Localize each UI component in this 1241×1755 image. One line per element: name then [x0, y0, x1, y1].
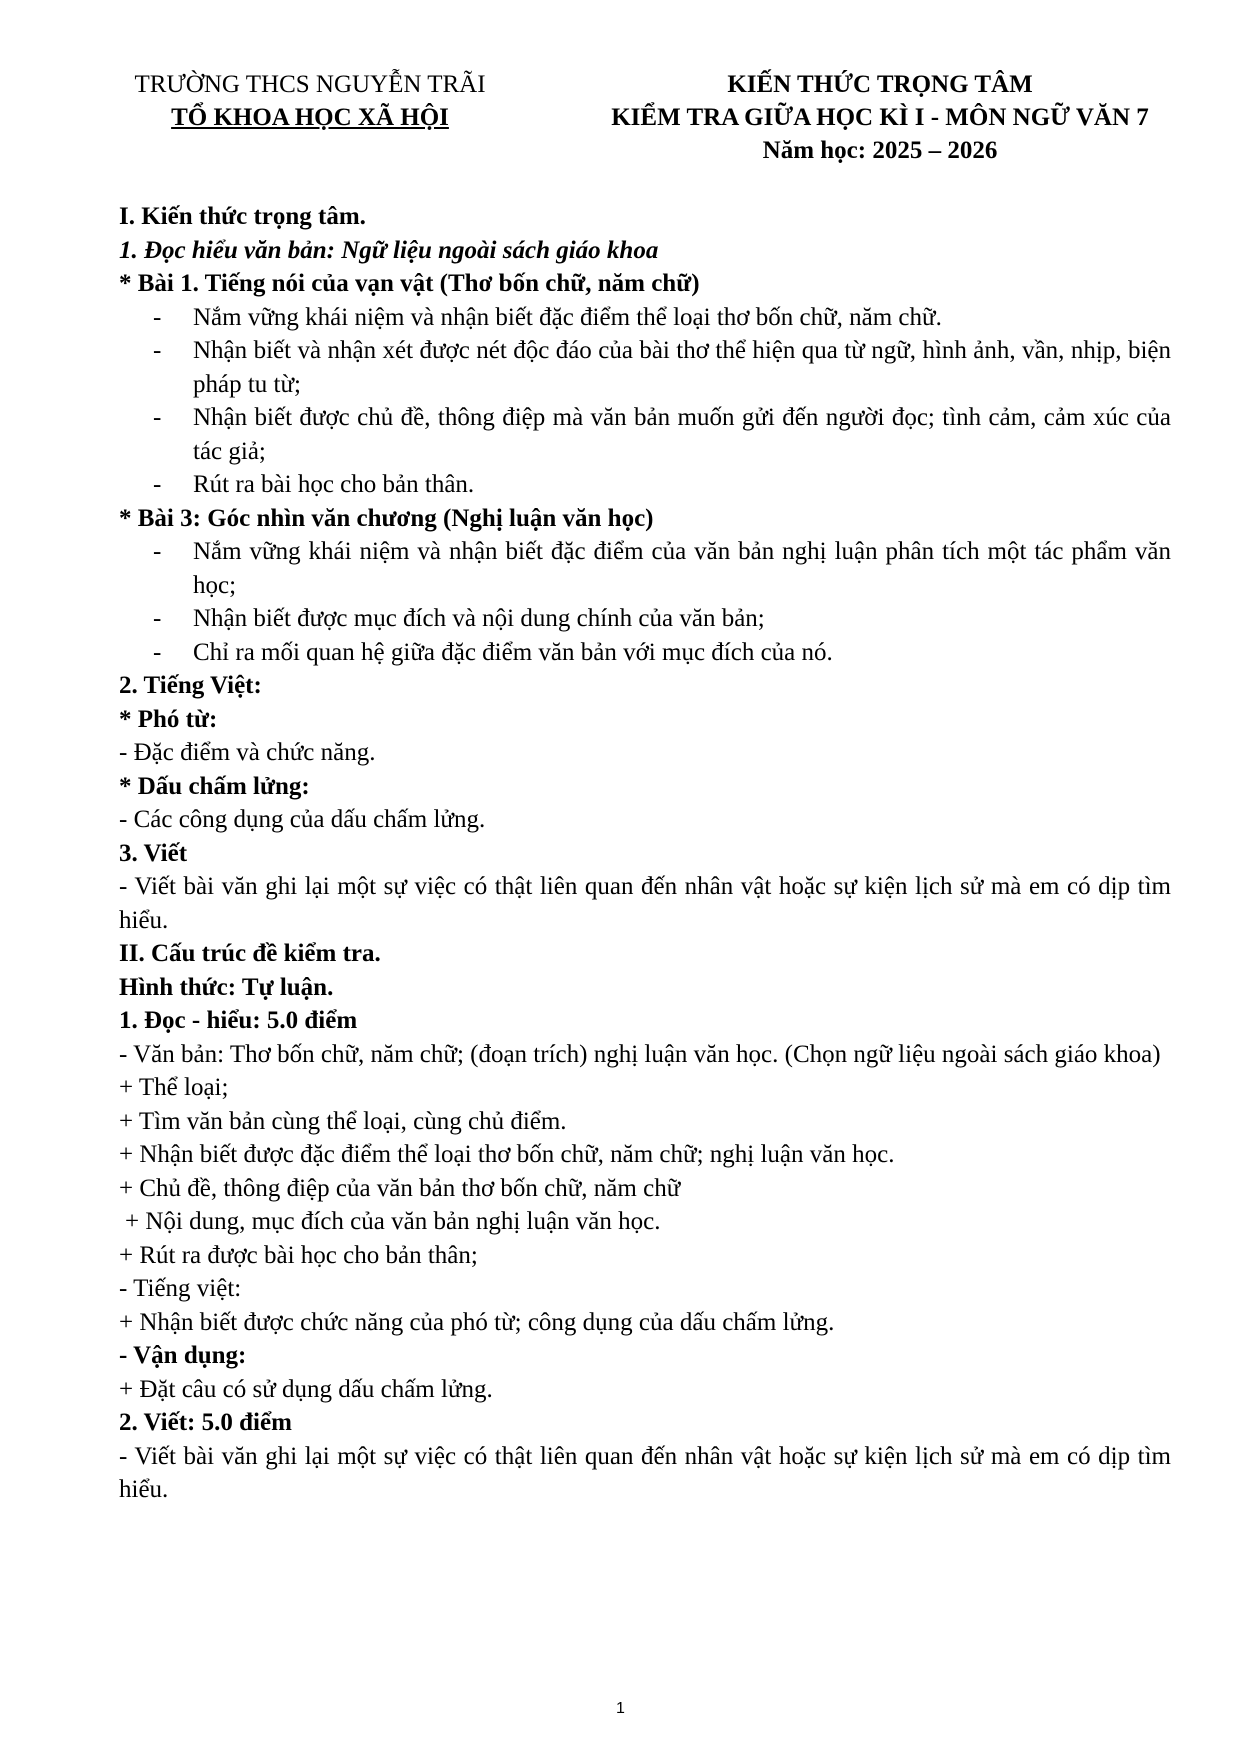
school-name: TRƯỜNG THCS NGUYỄN TRÃI [134, 71, 486, 98]
apply-item: + Đặt câu có sử dụng dấu chấm lửng. [119, 1375, 493, 1403]
lesson-3-list [119, 535, 1171, 669]
reading-heading: 1. Đọc hiểu văn bản: Ngữ liệu ngoài sách giáo khoa [119, 236, 659, 264]
lesson-1-heading: * Bài 1. Tiếng nói của vạn vật (Thơ bốn chữ, năm chữ) [119, 270, 700, 297]
section-1-heading: I. Kiến thức trọng tâm. [119, 203, 366, 230]
lesson-3-heading: * Bài 3: Góc nhìn văn chương (Nghị luận văn học) [119, 504, 654, 532]
list-item: + Chủ đề, thông điệp của văn bản thơ bốn chữ, năm chữ [119, 1174, 681, 1202]
list-item: + Nội dung, mục đích của văn bản nghị luận văn học. [125, 1208, 661, 1235]
section-2-heading: II. Cấu trúc đề kiểm tra. [119, 940, 381, 967]
adverb-text: - Đặc điểm và chức năng. [119, 739, 376, 766]
header-right [570, 68, 1190, 167]
page-number: 1 [616, 1700, 625, 1717]
list-item: + Tìm văn bản cùng thể loại, cùng chủ điểm. [119, 1107, 567, 1135]
ellipsis-heading: * Dấu chấm lửng: [119, 772, 310, 800]
reading-text: - Văn bản: Thơ bốn chữ, năm chữ; (đoạn trích) nghị luận văn học. (Chọn ngữ liệu ngoài sách giáo khoa) [119, 1040, 1161, 1068]
list-item: - Chỉ ra mối quan hệ giữa đặc điểm văn bản với mục đích của nó. [153, 638, 833, 666]
list-item: - Nắm vững khái niệm và nhận biết đặc điểm của văn bản nghị luận phân tích một tác phẩm văn học; [153, 538, 1171, 599]
document-body [119, 200, 1171, 1507]
tieng-viet-item: + Nhận biết được chức năng của phó từ; công dụng của dấu chấm lửng. [119, 1308, 835, 1336]
writing-text: - Viết bài văn ghi lại một sự việc có thật liên quan đến nhân vật hoặc sự kiện lịch sử mà em có dịp tìm hiểu. [119, 873, 1171, 934]
apply-heading: - Vận dụng: [119, 1342, 247, 1369]
ellipsis-text: - Các công dụng của dấu chấm lửng. [119, 806, 486, 833]
header-left [115, 68, 505, 134]
school-year: Năm học: 2025 – 2026 [762, 137, 998, 164]
document-subtitle: KIỂM TRA GIỮA HỌC KÌ I - MÔN NGỮ VĂN 7 [611, 104, 1149, 131]
tieng-viet-label: - Tiếng việt: [119, 1275, 242, 1302]
department-name: TỔ KHOA HỌC XÃ HỘI [171, 104, 449, 131]
exam-form: Hình thức: Tự luận. [119, 973, 334, 1001]
list-item: + Nhận biết được đặc điểm thể loại thơ bốn chữ, năm chữ; nghị luận văn học. [119, 1141, 895, 1168]
writing-score-heading: 2. Viết: 5.0 điểm [119, 1409, 292, 1436]
list-item: + Thể loại; [119, 1074, 229, 1101]
vietnamese-heading: 2. Tiếng Việt: [119, 672, 262, 699]
list-item: - Nhận biết được mục đích và nội dung chính của văn bản; [153, 605, 765, 632]
writing-task-text: - Viết bài văn ghi lại một sự việc có thật liên quan đến nhân vật hoặc sự kiện lịch sử mà em có dịp tìm hiểu. [119, 1442, 1171, 1503]
list-item: - Nhận biết được chủ đề, thông điệp mà văn bản muốn gửi đến người đọc; tình cảm, cảm xúc của tác giả; [153, 404, 1171, 465]
list-item: - Nhận biết và nhận xét được nét độc đáo của bài thơ thể hiện qua từ ngữ, hình ảnh, vần, nhịp, biện pháp tu từ; [153, 337, 1171, 398]
lesson-1-list [119, 301, 1171, 502]
writing-heading: 3. Viết [119, 839, 188, 867]
list-item: + Rút ra được bài học cho bản thân; [119, 1241, 478, 1269]
document-title: KIẾN THỨC TRỌNG TÂM [727, 71, 1033, 98]
reading-score-heading: 1. Đọc - hiểu: 5.0 điểm [119, 1007, 358, 1034]
list-item: - Nắm vững khái niệm và nhận biết đặc điểm thể loại thơ bốn chữ, năm chữ. [153, 303, 942, 331]
list-item: - Rút ra bài học cho bản thân. [153, 471, 475, 498]
adverb-heading: * Phó từ: [119, 705, 218, 733]
